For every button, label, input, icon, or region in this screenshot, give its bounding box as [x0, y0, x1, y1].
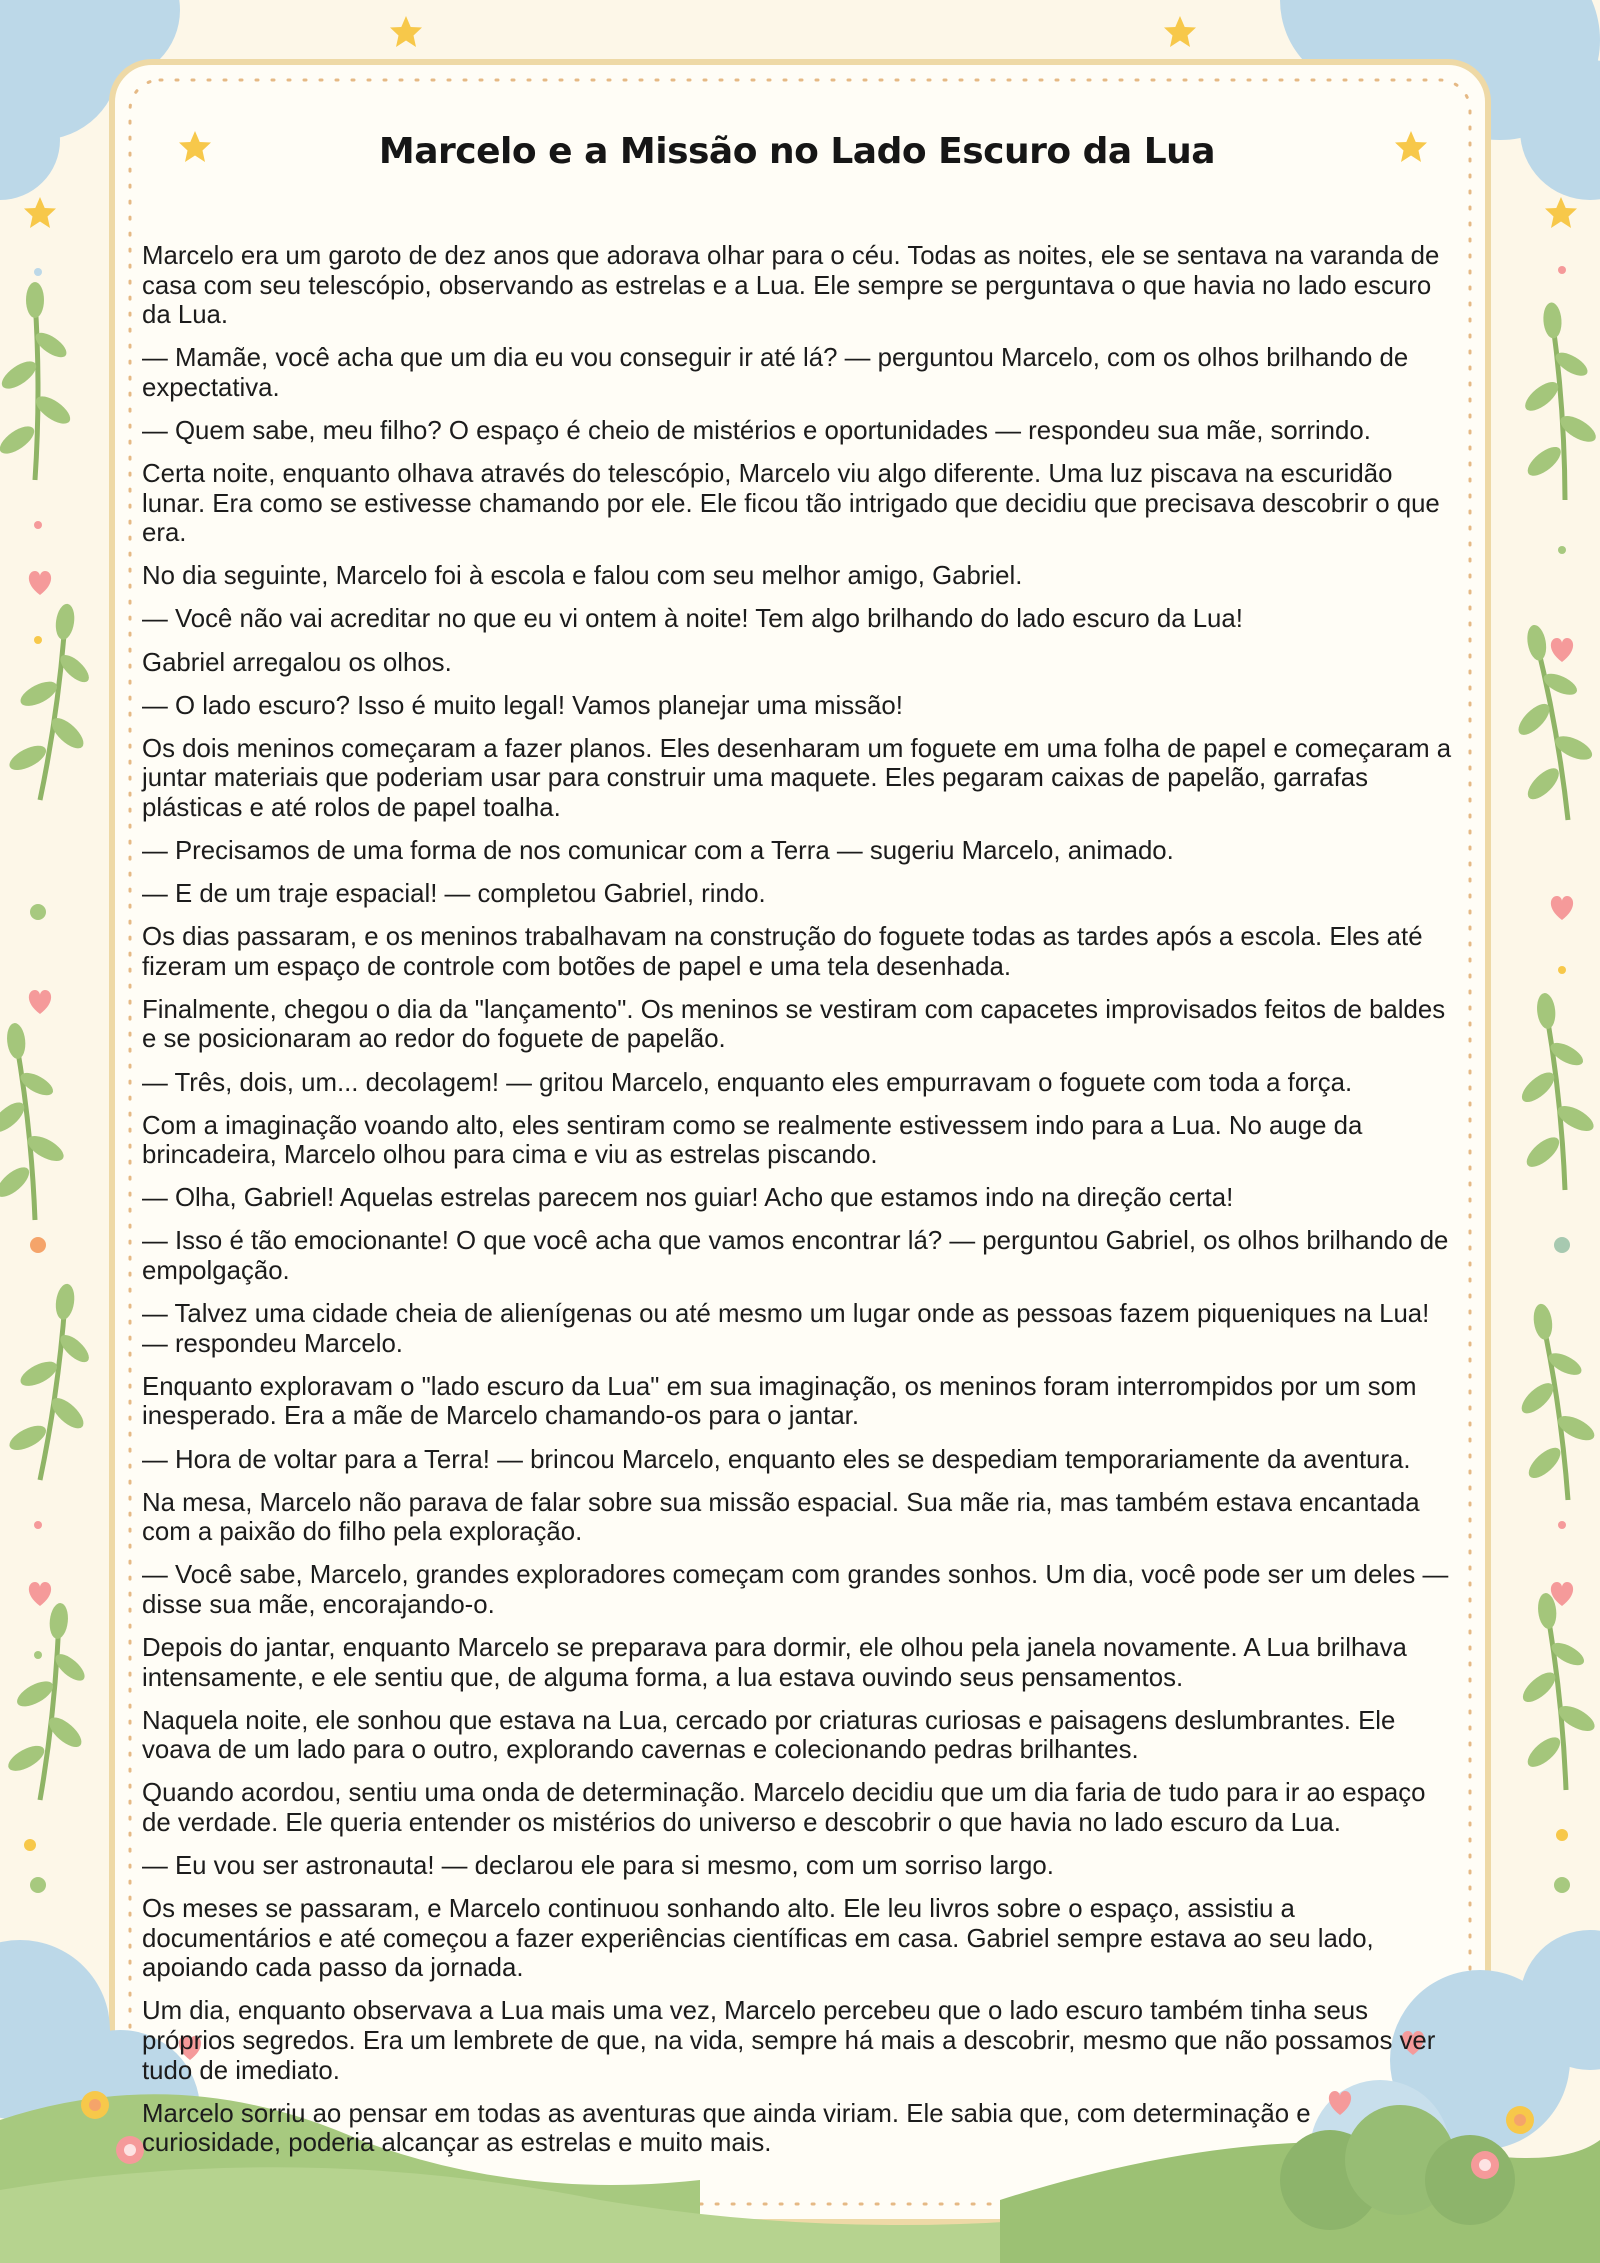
story-title: Marcelo e a Missão no Lado Escuro da Lua — [378, 131, 1216, 172]
story-paragraph: — Precisamos de uma forma de nos comunicar com a Terra — sugeriu Marcelo, animado. — [142, 837, 1174, 865]
star-icon — [1545, 197, 1577, 228]
story-paragraph: — Quem sabe, meu filho? O espaço é cheio de mistérios e oportunidades — respondeu sua mãe, sorrindo. — [142, 416, 1371, 445]
story-paragraph: — E de um traje espacial! — completou Gabriel, rindo. — [142, 880, 766, 909]
star-icon — [24, 197, 56, 228]
leaf-branch-icon — [1, 1599, 100, 1804]
story-paragraph: — Você sabe, Marcelo, grandes exploradores começam com grandes sonhos. Um dia, você pode ser um deles — disse sua mãe, encorajando-o. — [142, 1561, 1449, 1619]
story-paragraph: — Mamãe, você acha que um dia eu vou conseguir ir até lá? — perguntou Marcelo, com os olhos brilhando de expectativa. — [142, 344, 1409, 402]
story-paragraph: — Três, dois, um... decolagem! — gritou Marcelo, enquanto eles empurravam o foguete com toda a força. — [142, 1068, 1353, 1097]
story-paragraph: — Olha, Gabriel! Aquelas estrelas parecem nos guiar! Acho que estamos indo na direção certa! — [142, 1184, 1234, 1213]
heart-icon — [29, 990, 51, 1014]
story-paragraph: — Você não vai acreditar no que eu vi ontem à noite! Tem algo brilhando do lado escuro da Lua! — [142, 605, 1243, 634]
leaf-branch-icon — [1505, 989, 1600, 1194]
story-paragraph: — Hora de voltar para a Terra! — brincou Marcelo, enquanto eles se despediam temporariamente da aventura. — [142, 1445, 1411, 1474]
story-paragraph: Certa noite, enquanto olhava através do telescópio, Marcelo viu algo diferente. Uma luz piscava na escuridão lunar. Era como se estivesse chamando por ele. Ele ficou tão intrigado que decidiu que precisava descobrir o que era. — [142, 460, 1440, 548]
story-paragraph: Marcelo sorriu ao pensar em todas as aventuras que ainda viriam. Ele sabia que, com determinação e curiosidade, poderia alcançar as estrelas e muito mais. — [142, 2099, 1311, 2158]
story-paragraph: Enquanto exploravam o "lado escuro da Lua" em sua imaginação, os meninos foram interrompidos por um som inesperado. Era a mãe de Marcelo chamando-os para o jantar. — [142, 1372, 1417, 1431]
heart-icon — [29, 571, 51, 595]
story-paragraph: — Eu vou ser astronauta! — declarou ele para si mesmo, com um sorriso largo. — [142, 1852, 1054, 1881]
star-icon — [390, 16, 422, 47]
story-paragraph: — Talvez uma cidade cheia de alienígenas ou até mesmo um lugar onde as pessoas fazem piqueniques na Lua! — respondeu Marcelo. — [142, 1300, 1430, 1358]
story-body — [142, 242, 1452, 2159]
story-paragraph: — Isso é tão emocionante! O que você acha que vamos encontrar lá? — perguntou Gabriel, os olhos brilhando de empolgação. — [142, 1227, 1449, 1286]
leaf-branch-icon — [1, 1278, 107, 1485]
leaf-branch-icon — [0, 1019, 74, 1224]
leaf-branch-icon — [1495, 618, 1600, 827]
star-icon — [1164, 16, 1196, 47]
story-paragraph: Quando acordou, sentiu uma onda de determinação. Marcelo decidiu que um dia faria de tudo para ir ao espaço de verdade. Ele queria entender os mistérios do universo e descobrir o que havia no lado escuro da Lua. — [142, 1779, 1426, 1837]
heart-icon — [29, 1582, 51, 1606]
leaf-branch-icon — [1506, 1589, 1600, 1794]
story-paragraph: Naquela noite, ele sonhou que estava na Lua, cercado por criaturas curiosas e paisagens deslumbrantes. Ele voava de um lado para o outro, explorando cavernas e colecionando pedras brilhantes. — [142, 1706, 1396, 1765]
story-paragraph: Um dia, enquanto observava a Lua mais uma vez, Marcelo percebeu que o lado escuro também tinha seus próprios segredos. Era um lembrete de que, na vida, sempre há mais a descobrir, mesmo que não possamos ver tudo de imediato. — [142, 1997, 1436, 2085]
story-page — [142, 132, 1452, 2172]
leaf-branch-icon — [1, 598, 107, 805]
story-paragraph: Os dois meninos começaram a fazer planos. Eles desenharam um foguete em uma folha de papel e começaram a juntar materiais que poderiam usar para construir uma maquete. Eles pegaram caixas de papelão, garrafas plásticas e até rolos de papel toalha. — [142, 734, 1452, 822]
heart-icon — [1551, 896, 1573, 920]
leaf-branch-icon — [0, 282, 75, 480]
story-paragraph: Marcelo era um garoto de dez anos que adorava olhar para o céu. Todas as noites, ele se sentava na varanda de casa com seu telescópio, observando as estrelas e a Lua. Ele sempre se perguntava o que havia no lado escuro da Lua. — [142, 242, 1440, 330]
story-paragraph: — O lado escuro? Isso é muito legal! Vamos planejar uma missão! — [142, 691, 903, 720]
story-paragraph: Os dias passaram, e os meninos trabalhavam na construção do foguete todas as tardes após a escola. Eles até fizeram um espaço de controle com botões de papel e uma tela desenhada. — [142, 923, 1423, 981]
story-paragraph: Finalmente, chegou o dia da "lançamento". Os meninos se vestiram com capacetes improvisados feitos de baldes e se posicionaram ao redor do foguete de papelão. — [142, 995, 1446, 1054]
story-paragraph: Gabriel arregalou os olhos. — [142, 648, 452, 677]
story-paragraph: Os meses se passaram, e Marcelo continuou sonhando alto. Ele leu livros sobre o espaço, assistiu a documentários e até começou a fazer experiências científicas em casa. Gabriel sempre estava ao seu lado, apoiando cada passo da jornada. — [142, 1895, 1374, 1983]
leaf-branch-icon — [1512, 300, 1600, 503]
story-paragraph: Depois do jantar, enquanto Marcelo se preparava para dormir, ele olhou pela janela novamente. A Lua brilhava intensamente, e ele sentiu que, de alguma forma, a lua estava ouvindo seus pensamentos. — [142, 1633, 1407, 1692]
leaf-branch-icon — [1501, 1298, 1600, 1505]
story-paragraph: No dia seguinte, Marcelo foi à escola e falou com seu melhor amigo, Gabriel. — [142, 562, 1023, 591]
story-paragraph: Na mesa, Marcelo não parava de falar sobre sua missão espacial. Sua mãe ria, mas também estava encantada com a paixão do filho pela exploração. — [142, 1488, 1420, 1547]
heart-icon — [1551, 638, 1573, 662]
story-paragraph: Com a imaginação voando alto, eles sentiram como se realmente estivessem indo para a Lua. No auge da brincadeira, Marcelo olhou para cima e viu as estrelas piscando. — [142, 1111, 1363, 1170]
